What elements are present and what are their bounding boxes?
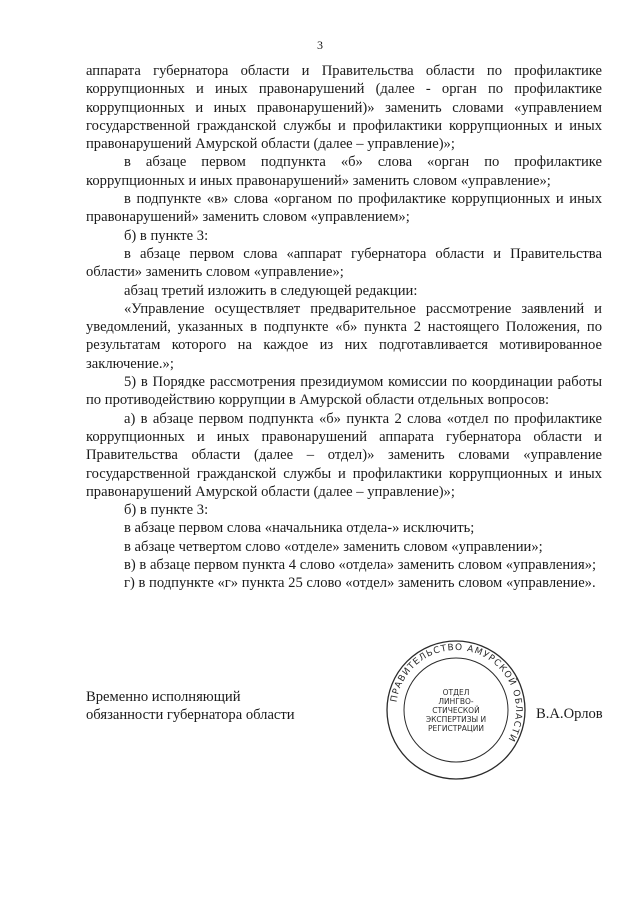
paragraph-12: в абзаце четвертом слово «отделе» заменить словом «управлении»; <box>124 538 543 555</box>
paragraph-7: «Управление осуществляет предварительное рассмотрение заявлений и уведомлений, указанных в подпункте «б» пункта 2 настоящего Положения, по результатам которого на каждое из них подготавливается мотивированное заключение.»; <box>86 300 602 372</box>
paragraph-4: б) в пункте 3: <box>124 227 209 244</box>
paragraph-5: в абзаце первом слова «аппарат губернатора области и Правительства области» заменить словом «управление»; <box>86 245 602 281</box>
paragraph-10: б) в пункте 3: <box>124 502 209 519</box>
paragraph-1: аппарата губернатора области и Правительства области по профилактике коррупционных и иных правонарушений (далее - орган по профилактике коррупционных и иных правонарушений)» заменить словами «управлением государственной гражданской службы и профилактики коррупционных и иных правонарушений Амурской области (далее – управление)»; <box>86 63 602 153</box>
stamp-inner-line-3: СТИЧЕСКОЙ <box>432 706 480 715</box>
paragraph-8: 5) в Порядке рассмотрения президиумом комиссии по координации работы по противодействию коррупции в Амурской области отдельных вопросов: <box>86 374 602 409</box>
document-body <box>86 62 602 593</box>
paragraph-6: абзац третий изложить в следующей редакции: <box>124 282 418 299</box>
paragraph-13: в) в абзаце первом пункта 4 слово «отдела» заменить словом «управления»; <box>124 557 597 574</box>
paragraph-9: а) в абзаце первом подпункта «б» пункта 2 слова «отдел по профилактике коррупционных и иных правонарушений аппарата губернатора области и Правительства области (далее – отдел)» заменить словами «управление государственной гражданской службы и профилактики коррупционных и иных правонарушений Амурской области (далее – управление)»; <box>86 410 602 500</box>
paragraph-3: в подпункте «в» слова «органом по профилактике коррупционных и иных правонарушений» заменить словом «управлением»; <box>86 191 602 226</box>
page-number: 3 <box>317 38 323 52</box>
stamp-inner-text <box>426 688 486 733</box>
signature-position-line-1: Временно исполняющий <box>86 689 241 705</box>
stamp-outer-text: ПРАВИТЕЛЬСТВО АМУРСКОЙ ОБЛАСТИ <box>389 642 524 744</box>
signature-position <box>86 688 295 725</box>
stamp-inner-line-5: РЕГИСТРАЦИИ <box>428 724 484 733</box>
official-stamp <box>384 638 528 782</box>
stamp-inner-line-1: ОТДЕЛ <box>442 688 470 697</box>
stamp-inner-line-4: ЭКСПЕРТИЗЫ И <box>425 715 487 724</box>
paragraph-14: г) в подпункте «г» пункта 25 слово «отдел» заменить словом «управление». <box>124 575 596 592</box>
paragraph-11: в абзаце первом слова «начальника отдела-» исключить; <box>124 520 475 537</box>
signature-name: В.А.Орлов <box>536 706 603 722</box>
paragraph-2: в абзаце первом подпункта «б» слова «орган по профилактике коррупционных и иных правонарушений» заменить словом «управление»; <box>86 154 602 189</box>
signature-position-line-2: обязанности губернатора области <box>86 707 295 724</box>
stamp-inner-line-2: ЛИНГВО- <box>438 697 474 706</box>
